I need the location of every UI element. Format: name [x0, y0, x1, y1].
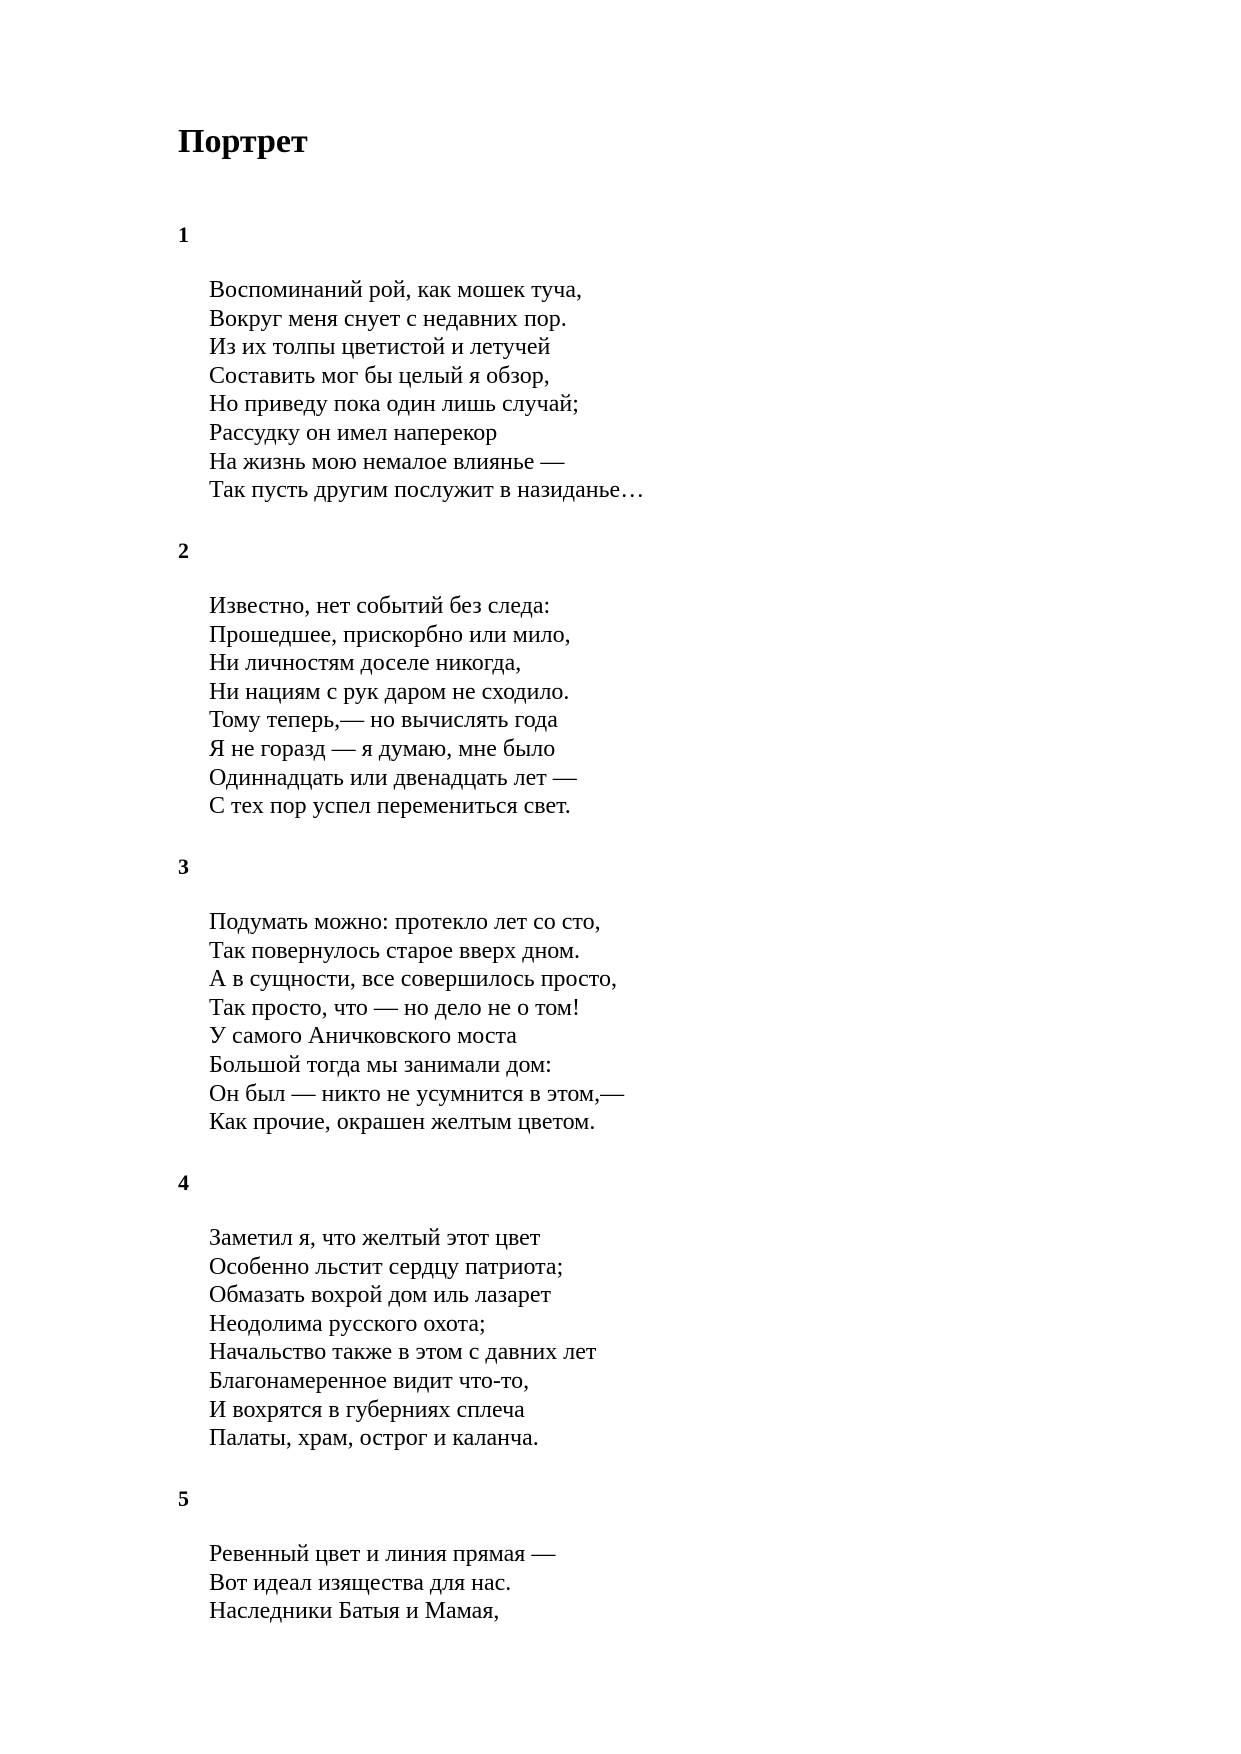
- verse-line: Вот идеал изящества для нас.: [209, 1569, 512, 1596]
- verse-line: Рассудку он имел наперекор: [209, 419, 498, 446]
- verse-line: Ревенный цвет и линия прямая —: [209, 1541, 556, 1567]
- verse-line: Заметил я, что желтый этот цвет: [209, 1225, 541, 1251]
- stanza-1: [209, 276, 644, 505]
- verse-line: Так повернулось старое вверх дном.: [209, 937, 581, 964]
- verse-line: Наследники Батыя и Мамая,: [209, 1598, 500, 1625]
- verse-line: Обмазать вохрой дом иль лазарет: [209, 1282, 551, 1309]
- stanza-number: 2: [178, 538, 189, 563]
- verse-line: Но приведу пока один лишь случай;: [209, 391, 579, 418]
- verse-line: Особенно льстит сердцу патриота;: [209, 1253, 564, 1280]
- verse-line: А в сущности, все совершилось просто,: [209, 966, 617, 993]
- verse-line: Прошедшее, прискорбно или мило,: [209, 621, 571, 648]
- stanza-3: [209, 908, 624, 1137]
- stanza-number: 3: [178, 854, 189, 879]
- verse-line: Так просто, что — но дело не о том!: [209, 994, 580, 1021]
- verse-line: Он был — никто не усумнится в этом,—: [209, 1080, 625, 1107]
- stanza-number: 5: [178, 1486, 189, 1511]
- verse-line: Начальство также в этом с давних лет: [209, 1339, 597, 1366]
- verse-line: Так пусть другим послужит в назиданье…: [209, 477, 645, 504]
- verse-line: У самого Аничковского моста: [209, 1023, 517, 1050]
- verse-line: Подумать можно: протекло лет со сто,: [209, 909, 601, 935]
- verse-line: Я не горазд — я думаю, мне было: [209, 735, 556, 762]
- stanza-number: 1: [178, 222, 189, 247]
- stanza-5: [209, 1540, 555, 1626]
- verse-line: Составить мог бы целый я обзор,: [209, 362, 550, 389]
- verse-line: Неодолима русского охота;: [209, 1310, 486, 1337]
- verse-line: Тому теперь,— но вычислять года: [209, 707, 558, 734]
- verse-line: Как прочие, окрашен желтым цветом.: [209, 1109, 596, 1136]
- verse-line: Ни личностям доселе никогда,: [209, 650, 522, 677]
- stanza-number: 4: [178, 1170, 189, 1195]
- page-title: Портрет: [178, 123, 308, 160]
- verse-line: С тех пор успел перемениться свет.: [209, 793, 571, 820]
- verse-line: Вокруг меня снует с недавних пор.: [209, 305, 567, 332]
- verse-line: Известно, нет событий без следа:: [209, 593, 551, 619]
- verse-line: Одиннадцать или двенадцать лет —: [209, 764, 577, 791]
- verse-line: Ни нациям с рук даром не сходило.: [209, 678, 570, 705]
- verse-line: Большой тогда мы занимали дом:: [209, 1051, 552, 1078]
- stanza-4: [209, 1224, 596, 1453]
- verse-line: На жизнь мою немалое влиянье —: [209, 448, 565, 475]
- verse-line: Благонамеренное видит что-то,: [209, 1367, 530, 1394]
- verse-line: Палаты, храм, острог и каланча.: [209, 1425, 539, 1452]
- verse-line: Воспоминаний рой, как мошек туча,: [209, 277, 583, 303]
- stanza-2: [209, 592, 577, 821]
- verse-line: И вохрятся в губерниях сплеча: [209, 1396, 525, 1423]
- verse-line: Из их толпы цветистой и летучей: [209, 334, 551, 361]
